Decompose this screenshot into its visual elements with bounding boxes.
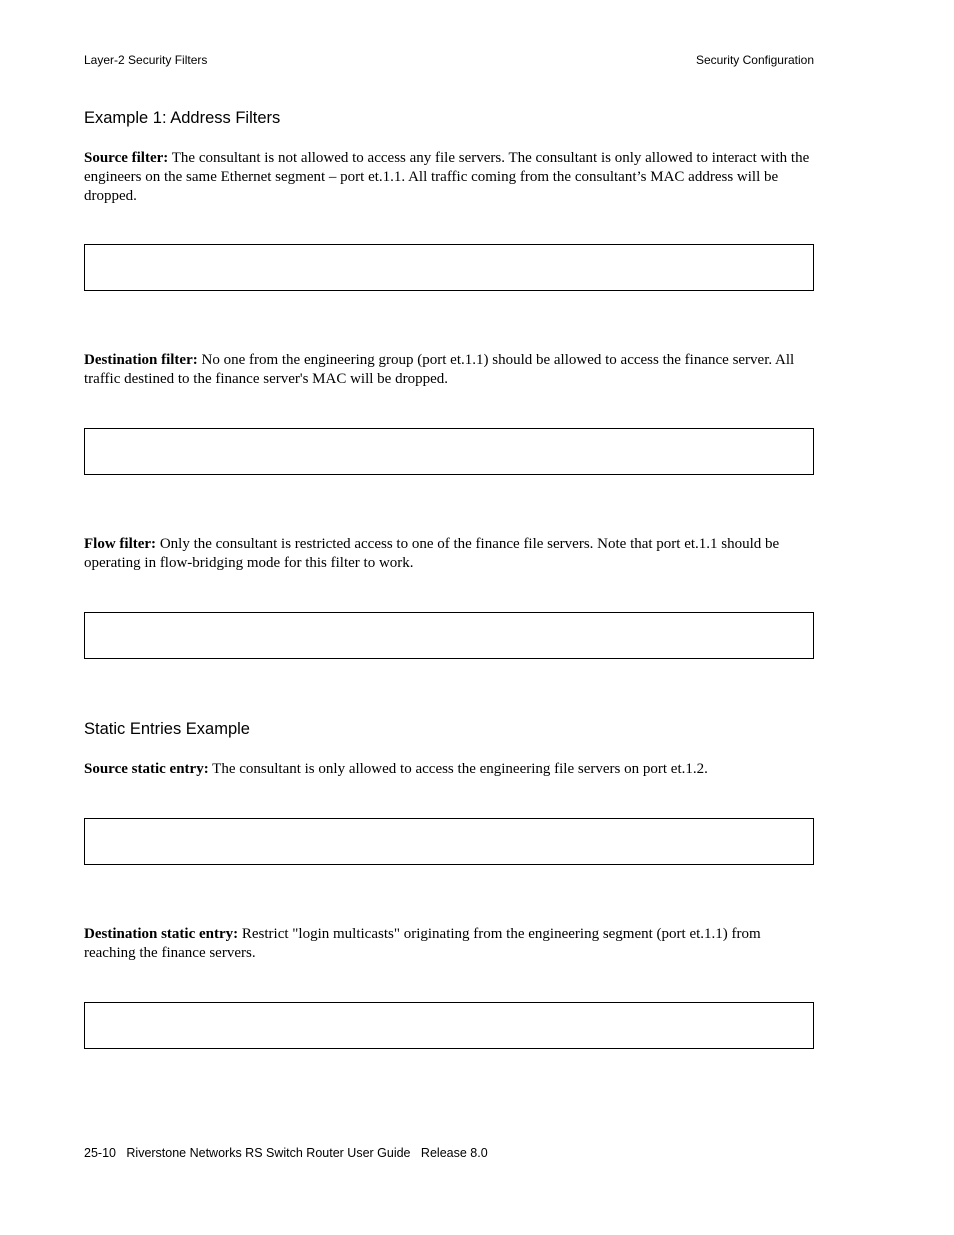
paragraph-destination-static-entry — [84, 925, 814, 963]
section-heading-address-filters: Example 1: Address Filters — [84, 109, 281, 127]
paragraph-source-filter — [84, 149, 814, 206]
paragraph-source-static-entry — [84, 760, 814, 779]
section-heading-static-entries: Static Entries Example — [84, 720, 250, 738]
term-destination-filter: Destination filter: — [84, 352, 198, 368]
code-box-source-static-entry — [84, 818, 814, 865]
text-flow-filter: Only the consultant is restricted access to one of the finance file servers. Note that port et.1.1 should be operating in flow-bridging mode for this filter to work. — [84, 536, 780, 571]
term-source-static-entry: Source static entry: — [84, 761, 209, 777]
paragraph-destination-filter — [84, 351, 814, 389]
text-destination-filter: No one from the engineering group (port et.1.1) should be allowed to access the finance server. All traffic destined to the finance server's MAC will be dropped. — [84, 352, 795, 387]
paragraph-flow-filter — [84, 535, 814, 573]
text-destination-static-entry: Restrict "login multicasts" originating from the engineering segment (port et.1.1) from reaching the finance servers. — [84, 926, 761, 961]
term-flow-filter: Flow filter: — [84, 536, 157, 552]
code-box-source-filter — [84, 244, 814, 291]
term-destination-static-entry: Destination static entry: — [84, 926, 239, 942]
text-source-static-entry: The consultant is only allowed to access the engineering file servers on port et.1.2. — [208, 761, 708, 777]
text-source-filter: The consultant is not allowed to access any file servers. The consultant is only allowed to interact with the engineers on the same Ethernet segment – port et.1.1. All traffic coming from the consultant’s MAC address will be dropped. — [84, 150, 810, 204]
running-header-left: Layer-2 Security Filters — [84, 53, 208, 67]
page-footer: 25-10 Riverstone Networks RS Switch Router User Guide Release 8.0 — [84, 1146, 488, 1160]
code-box-destination-static-entry — [84, 1002, 814, 1049]
code-box-destination-filter — [84, 428, 814, 475]
running-header-right: Security Configuration — [695, 53, 814, 67]
code-box-flow-filter — [84, 612, 814, 659]
term-source-filter: Source filter: — [84, 150, 169, 166]
